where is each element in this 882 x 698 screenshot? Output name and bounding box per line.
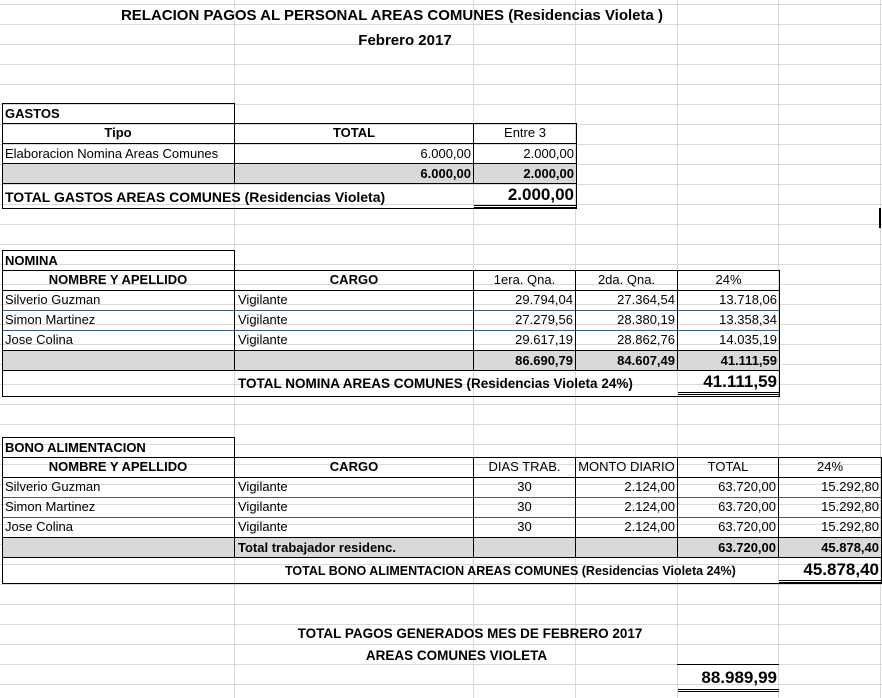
summary-total-value: 88.989,99 [701,668,777,687]
bono-row-total: 63.720,00 [718,519,776,534]
nomina-total-label: TOTAL NOMINA AREAS COMUNES (Residencias Violeta 24%) [238,376,633,391]
nomina-row-nombre: Simon Martinez [5,312,96,327]
bono-header-cargo: CARGO [329,459,379,474]
nomina-row-cargo: Vigilante [238,332,288,347]
nomina-subtotal-q1: 86.690,79 [515,353,573,368]
bono-header-total: TOTAL [707,459,749,474]
bono-row-cargo: Vigilante [238,499,288,514]
bono-row-nombre: Jose Colina [5,519,73,534]
nomina-subtotal-q2: 84.607,49 [617,353,675,368]
nomina-header-q2: 2da. Qna. [597,272,656,287]
nomina-row-q1: 29.794,04 [515,292,573,307]
gastos-header-entre3: Entre 3 [504,125,546,140]
gastos-header-total: TOTAL [332,125,376,140]
bono-row-dias: 30 [517,499,532,514]
bono-row-total: 63.720,00 [718,479,776,494]
nomina-row-nombre: Jose Colina [5,332,73,347]
summary-line1: TOTAL PAGOS GENERADOS MES DE FEBRERO 2017 [297,626,643,641]
nomina-row-cargo: Vigilante [238,312,288,327]
bono-row-monto: 2.124,00 [624,479,675,494]
gastos-row-tipo: Elaboracion Nomina Areas Comunes [5,146,219,161]
bono-subtotal-pct: 45.878,40 [821,540,879,555]
bono-total-value: 45.878,40 [803,560,879,579]
bono-row-total: 63.720,00 [718,499,776,514]
bono-total-label: TOTAL BONO ALIMENTACION AREAS COMUNES (Residencias Violeta 24%) [285,564,736,578]
bono-row-dias: 30 [517,519,532,534]
bono-row-monto: 2.124,00 [624,499,675,514]
bono-row-monto: 2.124,00 [624,519,675,534]
bono-row-pct: 15.292,80 [821,499,879,514]
nomina-row-pct: 14.035,19 [719,332,777,347]
nomina-header-nombre: NOMBRE Y APELLIDO [48,272,188,287]
bono-row-cargo: Vigilante [238,479,288,494]
bono-row-dias: 30 [517,479,532,494]
bono-header-dias: DIAS TRAB. [488,459,561,474]
nomina-row-nombre: Silverio Guzman [5,292,101,307]
bono-subtotal-label: Total trabajador residenc. [238,540,396,555]
nomina-header-cargo: CARGO [329,272,379,287]
nomina-header-pct: 24% [715,272,742,287]
nomina-row-q2: 28.380,19 [617,312,675,327]
nomina-subtotal-pct: 41.111,59 [720,353,777,368]
bono-row-cargo: Vigilante [238,519,288,534]
nomina-row-q1: 27.279,56 [515,312,573,327]
gastos-header-tipo: Tipo [104,125,132,140]
bono-subtotal-total: 63.720,00 [718,540,776,555]
nomina-row-q1: 29.617,19 [515,332,573,347]
gastos-subtotal-entre3: 2.000,00 [523,166,574,181]
bono-row-pct: 15.292,80 [821,479,879,494]
bono-section-label: BONO ALIMENTACION [5,440,146,455]
gastos-section-label: GASTOS [5,106,60,121]
bono-header-monto: MONTO DIARIO [578,459,675,474]
nomina-row-q2: 28.862,76 [617,332,675,347]
nomina-row-cargo: Vigilante [238,292,288,307]
nomina-total-value: 41.111,59 [703,372,777,391]
bono-header-pct: 24% [816,459,844,474]
summary-line2: AREAS COMUNES VIOLETA [365,648,548,663]
gastos-row-total: 6.000,00 [420,146,471,161]
gastos-total-label: TOTAL GASTOS AREAS COMUNES (Residencias Violeta) [5,189,386,205]
bono-row-pct: 15.292,80 [821,519,879,534]
nomina-row-pct: 13.718,06 [719,292,777,307]
gastos-row-entre3: 2.000,00 [523,146,574,161]
bono-row-nombre: Simon Martinez [5,499,96,514]
gastos-total-value: 2.000,00 [507,185,574,204]
nomina-row-pct: 13.358,34 [719,312,777,327]
cell-cursor [879,208,881,228]
gastos-subtotal-total: 6.000,00 [420,166,471,181]
bono-header-nombre: NOMBRE Y APELLIDO [48,459,188,474]
page-subtitle: Febrero 2017 [358,32,452,49]
nomina-header-q1: 1era. Qna. [493,272,556,287]
bono-row-nombre: Silverio Guzman [5,479,101,494]
page-title: RELACION PAGOS AL PERSONAL AREAS COMUNES (Residencias Violeta ) [120,7,664,24]
nomina-section-label: NOMINA [5,253,58,268]
nomina-row-q2: 27.364,54 [617,292,675,307]
